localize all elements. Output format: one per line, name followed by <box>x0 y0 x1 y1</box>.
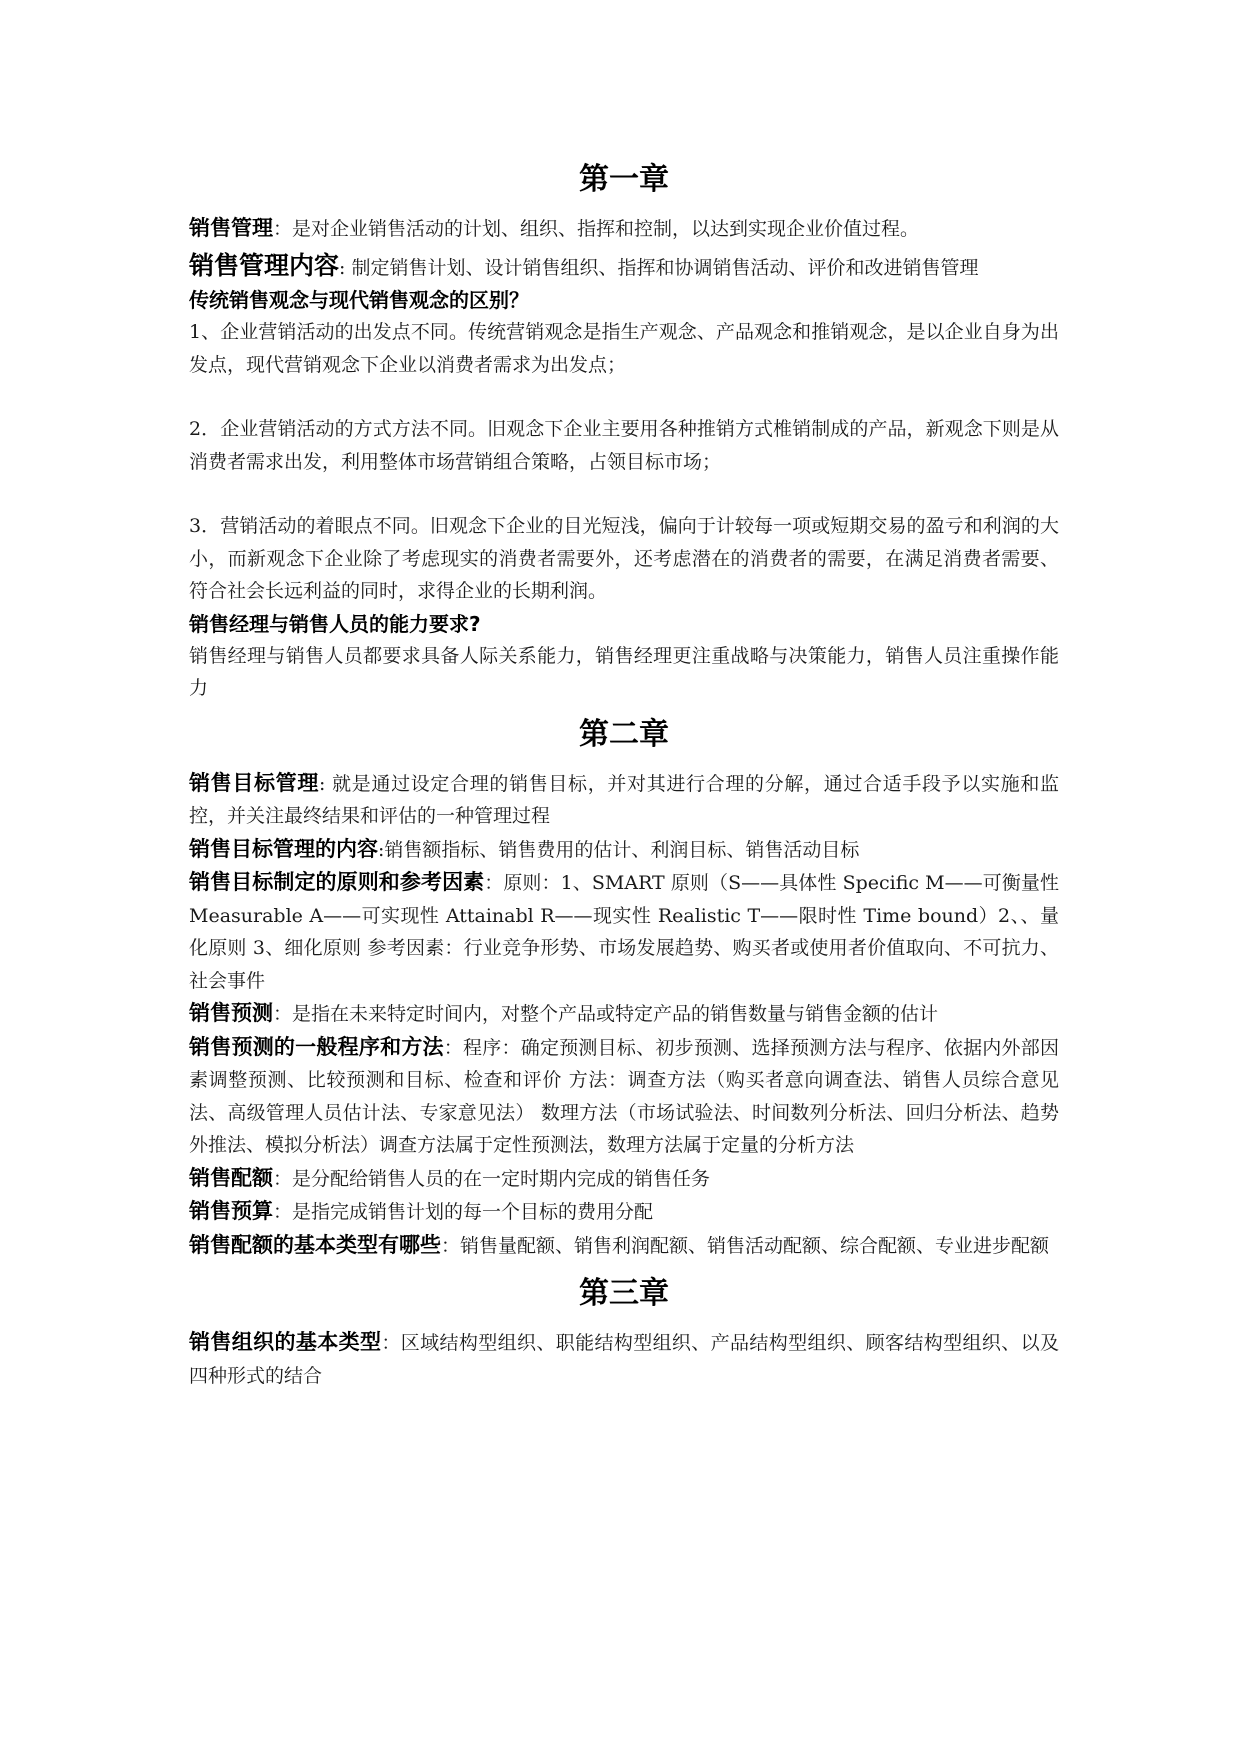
definition-text: : 制定销售计划、设计销售组织、指挥和协调销售活动、评价和改进销售管理 <box>339 256 979 279</box>
term-label: 销售预算 <box>189 1199 273 1223</box>
definition-text: ：程序：确定预测目标、初步预测、选择预测方法与程序、依据内外部因素调整预测、比较预测和目标、检查和评价 方法：调查方法（购买者意向调查法、销售人员综合意见法、高级管理人员估计法、专家意见法） 数理方法（市场试验法、时间数列分析法、回归分析法、趋势外推法、模拟分析法）调查方法属于定性预测法，数理方法属于定量的分析方法 <box>189 1036 1059 1156</box>
answer-paragraph: 销售经理与销售人员都要求具备人际关系能力，销售经理更注重战略与决策能力，销售人员注重操作能力 <box>189 644 1059 699</box>
chapter-2-title: 第二章 <box>579 716 669 752</box>
term-label: 销售配额的基本类型有哪些 <box>189 1232 441 1257</box>
definition-text: ：区域结构型组织、职能结构型组织、产品结构型组织、顾客结构型组织、以及四种形式的结合 <box>189 1332 1060 1387</box>
paragraph-gap <box>189 478 1059 510</box>
term-label: 销售目标制定的原则和参考因素 <box>189 870 485 894</box>
definition-text: :销售额指标、销售费用的估计、利润目标、销售活动目标 <box>378 838 860 861</box>
document-page <box>189 158 1059 1392</box>
term-label: 销售目标管理的内容 <box>189 836 378 861</box>
question-ability-requirements: 销售经理与销售人员的能力要求? <box>189 611 481 636</box>
answer-paragraph: 3．营销活动的着眼点不同。旧观念下企业的目光短浅，偏向于计较每一项或短期交易的盈亏和利润的大小，而新观念下企业除了考虑现实的消费者需要外，还考虑潜在的消费者的需要，在满足消费者需要、符合社会长远利益的同时，求得企业的长期利润。 <box>189 515 1059 602</box>
chapter-1-title: 第一章 <box>579 162 669 197</box>
definition-sales-forecast <box>189 997 1059 1031</box>
definition-text: ：是指完成销售计划的每一个目标的费用分配 <box>273 1201 654 1223</box>
definition-target-principles <box>189 866 1059 997</box>
term-label: 销售配额 <box>189 1165 273 1190</box>
term-label: 销售管理内容 <box>189 250 340 280</box>
definition-text: ：销售量配额、销售利润配额、销售活动配额、综合配额、专业进步配额 <box>441 1234 1050 1257</box>
term-label: 销售预测 <box>189 1001 273 1025</box>
term-label: 销售组织的基本类型 <box>189 1330 382 1354</box>
definition-forecast-methods <box>189 1031 1059 1162</box>
definition-sales-management-content <box>189 250 1059 285</box>
definition-sales-budget <box>189 1195 1059 1229</box>
answer-paragraph: 1、企业营销活动的出发点不同。传统营销观念是指生产观念、产品观念和推销观念，是以企业自身为出发点，现代营销观念下企业以消费者需求为出发点； <box>189 321 1059 376</box>
paragraph-gap <box>189 381 1059 413</box>
definition-sales-org-types <box>189 1326 1059 1392</box>
definition-text: : 就是通过设定合理的销售目标，并对其进行合理的分解，通过合适手段予以实施和监控，并关注最终结果和评估的一种管理过程 <box>189 772 1059 827</box>
definition-quota-types <box>189 1229 1059 1263</box>
definition-sales-target-content <box>189 833 1059 867</box>
term-label: 销售预测的一般程序和方法 <box>189 1034 444 1059</box>
term-label: 销售目标管理 <box>189 770 319 795</box>
definition-sales-target-management <box>189 767 1059 833</box>
definition-text: ：原则：1、SMART 原则（S——具体性 Specific M——可衡量性 Measurable A——可实现性 Attainabl R——现实性 Realistic T——限时性 Time bound）2、、量化原则 3、细化原则 参考因素：行业竞争形势、市场发展趋势、购买者或使用者价值取向、不可抗力、社会事件 <box>189 872 1059 992</box>
question-sales-concepts: 传统销售观念与现代销售观念的区别？ <box>189 288 529 312</box>
definition-text: ：是分配给销售人员的在一定时期内完成的销售任务 <box>273 1167 711 1190</box>
definition-sales-management <box>189 212 1059 246</box>
definition-text: ：是指在未来特定时间内，对整个产品或特定产品的销售数量与销售金额的估计 <box>273 1003 939 1025</box>
chapter-3-title: 第三章 <box>579 1276 669 1311</box>
answer-paragraph: 2．企业营销活动的方式方法不同。旧观念下企业主要用各种推销方式椎销制成的产品，新观念下则是从消费者需求出发，利用整体市场营销组合策略，占领目标市场； <box>189 418 1059 473</box>
term-label: 销售管理 <box>189 216 273 240</box>
definition-text: ：是对企业销售活动的计划、组织、指挥和控制，以达到实现企业价值过程。 <box>273 218 920 240</box>
definition-sales-quota <box>189 1162 1059 1196</box>
